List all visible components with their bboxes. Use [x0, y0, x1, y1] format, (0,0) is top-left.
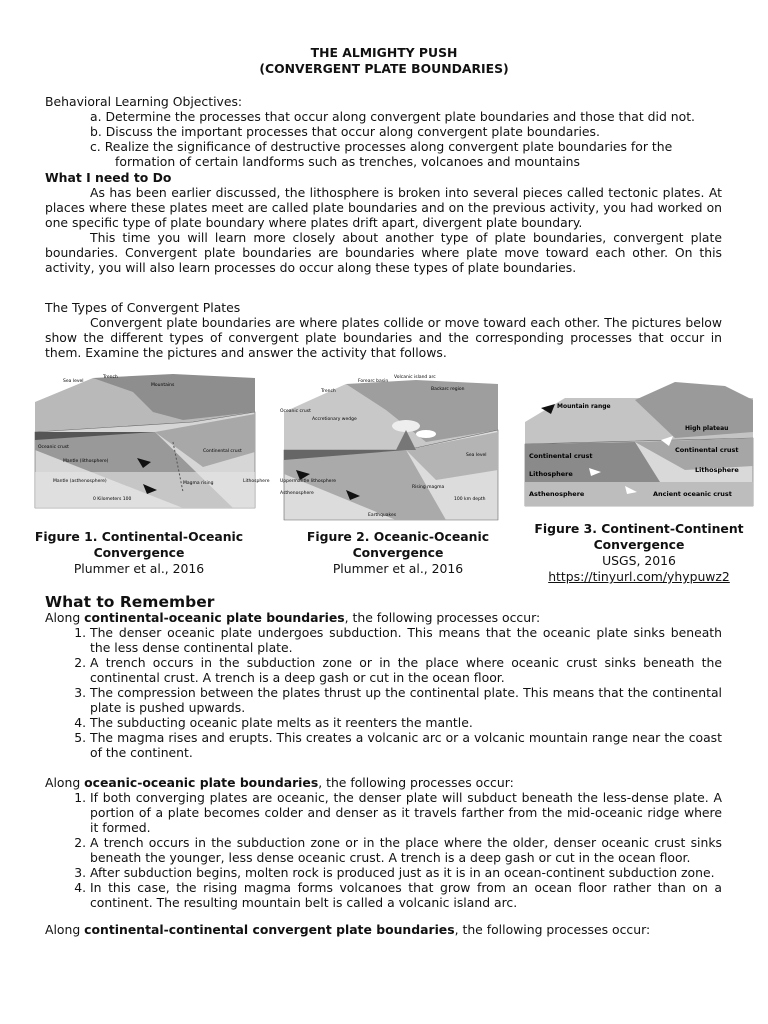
- fig2-label-wedge: Accretionary wedge: [312, 417, 357, 422]
- figure-2-diagram: [276, 370, 498, 522]
- need-heading: What I need to Do: [45, 170, 172, 185]
- fig2-label-trench: Trench: [321, 389, 336, 394]
- figure-3-diagram: [525, 382, 753, 506]
- cc-intro: Along continental-continental convergent plate boundaries, the following processes occur:: [45, 922, 651, 937]
- remember-section: [45, 595, 722, 937]
- list-item: 1. The denser oceanic plate undergoes subduction. This means that the oceanic plate sinks beneath the less dense continental plate.: [90, 625, 722, 655]
- need-paragraph-2: This time you will learn more closely about another type of plate boundaries, convergent plate boundaries. Convergent plate boundaries are boundaries where plate move toward each other. On this activity, you will also learn processes do occur along these types of plate boundaries.: [45, 230, 722, 275]
- fig3-label-lith1: Lithosphere: [529, 470, 573, 478]
- fig1-label-sea: Sea level: [63, 379, 84, 384]
- fig2-source: Plummer et al., 2016: [332, 561, 464, 576]
- fig3-label-cont2: Continental crust: [675, 446, 739, 454]
- types-section: [45, 300, 722, 360]
- fig1-label-asth: Mantle (asthenosphere): [53, 479, 107, 484]
- fig1-label-oceanic: Oceanic crust: [38, 445, 69, 450]
- list-item: 4. In this case, the rising magma forms volcanoes that grow from an ocean floor rather than on a continent. The resulting mountain belt is called a volcanic island arc.: [90, 880, 722, 910]
- fig3-link[interactable]: https://tinyurl.com/yhypuwz2: [548, 569, 730, 584]
- list-item: 5. The magma rises and erupts. This creates a volcanic arc or a volcanic mountain range near the coast of the continent.: [90, 730, 722, 760]
- fig2-label-asth: Asthenosphere: [280, 491, 314, 496]
- fig1-label-magma: Magma rising: [183, 481, 214, 486]
- fig2-label-backarc: Backarc region: [431, 387, 465, 392]
- figure-3-caption: [525, 521, 753, 585]
- fig3-title-2: Convergence: [593, 537, 685, 552]
- objective-c-line2: formation of certain landforms such as trenches, volcanoes and mountains: [115, 154, 580, 169]
- title-line-2: (CONVERGENT PLATE BOUNDARIES): [259, 61, 509, 76]
- fig2-label-quakes: Earthquakes: [368, 513, 397, 518]
- fig3-label-asth: Asthenosphere: [529, 490, 585, 498]
- objectives-list: [90, 109, 722, 169]
- remember-heading: What to Remember: [45, 593, 215, 611]
- fig1-label-cont: Continental crust: [203, 449, 242, 454]
- oo-intro: Along oceanic-oceanic plate boundaries, the following processes occur:: [45, 775, 514, 790]
- fig2-label-upper: Uppermantle lithosphere: [280, 479, 336, 484]
- fig2-label-rising: Rising magma: [412, 485, 445, 490]
- need-paragraph-1: As has been earlier discussed, the lithosphere is broken into several pieces called tectonic plates. At places where these plates meet are called plate boundaries and on the previous activity, you had worked on one specific type of plate boundary where plates drift apart, divergent plate boundary.: [45, 185, 722, 230]
- fig3-title-1: Figure 3. Continent-Continent: [534, 521, 744, 536]
- need-section: [45, 170, 722, 275]
- fig3-label-plateau: High plateau: [685, 425, 729, 432]
- list-item: 1. If both converging plates are oceanic, the denser plate will subduct beneath the less-dense plate. A portion of a plate becomes colder and denser as it travels farther from the mid-oceanic ridge where it formed.: [90, 790, 722, 835]
- list-item: 2. A trench occurs in the subduction zone or in the place where the older, denser oceanic crust sinks beneath the younger, less dense oceanic crust. A trench is a deep gash or cut in the ocean floor.: [90, 835, 722, 865]
- objective-a: a. Determine the processes that occur along convergent plate boundaries and those that did not.: [90, 109, 695, 124]
- figure-1-caption: [30, 529, 248, 577]
- fig3-label-ancient: Ancient oceanic crust: [653, 490, 732, 498]
- fig3-source: USGS, 2016: [602, 553, 676, 568]
- fig1-label-scale: 0 Kilometers 100: [93, 497, 132, 502]
- fig3-label-range: Mountain range: [557, 403, 611, 410]
- fig2-label-forearc: Forearc basin: [358, 379, 389, 384]
- fig2-title-2: Convergence: [352, 545, 444, 560]
- figure-2-caption: [288, 529, 508, 577]
- types-paragraph: Convergent plate boundaries are where plates collide or move toward each other. The pictures below show the different types of convergent plate boundaries and the corresponding processes that occur in them. Examine the pictures and answer the activity that follows.: [45, 315, 722, 360]
- co-intro: Along continental-oceanic plate boundaries, the following processes occur:: [45, 610, 541, 625]
- list-item: 3. The compression between the plates thrust up the continental plate. This means that the continental plate is pushed upwards.: [90, 685, 722, 715]
- objectives-heading: Behavioral Learning Objectives:: [45, 94, 243, 109]
- types-heading: The Types of Convergent Plates: [45, 300, 241, 315]
- fig1-title-1: Figure 1. Continental-Oceanic: [34, 529, 244, 544]
- objective-b: b. Discuss the important processes that occur along convergent plate boundaries.: [90, 124, 600, 139]
- fig1-source: Plummer et al., 2016: [73, 561, 205, 576]
- list-item: 4. The subducting oceanic plate melts as it reenters the mantle.: [90, 715, 722, 730]
- list-item: 3. After subduction begins, molten rock is produced just as it is in an ocean-continent subduction zone.: [90, 865, 722, 880]
- fig1-label-mantle: Mantle (lithosphere): [63, 459, 109, 464]
- fig1-label-mountains: Mountains: [151, 383, 175, 388]
- fig1-label-trench: Trench: [103, 375, 118, 380]
- list-item: 2. A trench occurs in the subduction zone or in the place where oceanic crust sinks beneath the continental crust. A trench is a deep gash or cut in the ocean floor.: [90, 655, 722, 685]
- fig1-label-lith: Lithosphere: [243, 479, 270, 484]
- fig3-label-lith2: Lithosphere: [695, 466, 739, 474]
- fig2-label-sea: Sea level: [466, 453, 487, 458]
- document-title: [0, 45, 768, 77]
- fig2-label-volcanic: Volcanic island arc: [394, 375, 436, 380]
- objective-c-line1: c. Realize the significance of destructive processes along convergent plate boundaries for the: [90, 139, 673, 154]
- fig2-label-depth: 100 km depth: [454, 497, 486, 502]
- title-line-1: THE ALMIGHTY PUSH: [310, 45, 458, 60]
- oo-list: [45, 790, 722, 910]
- fig2-label-oceanic: Oceanic crust: [280, 409, 311, 414]
- fig3-label-cont1: Continental crust: [529, 452, 593, 460]
- fig2-title-1: Figure 2. Oceanic-Oceanic: [306, 529, 490, 544]
- co-list: [45, 625, 722, 760]
- fig1-title-2: Convergence: [93, 545, 185, 560]
- figure-1-diagram: [33, 372, 270, 510]
